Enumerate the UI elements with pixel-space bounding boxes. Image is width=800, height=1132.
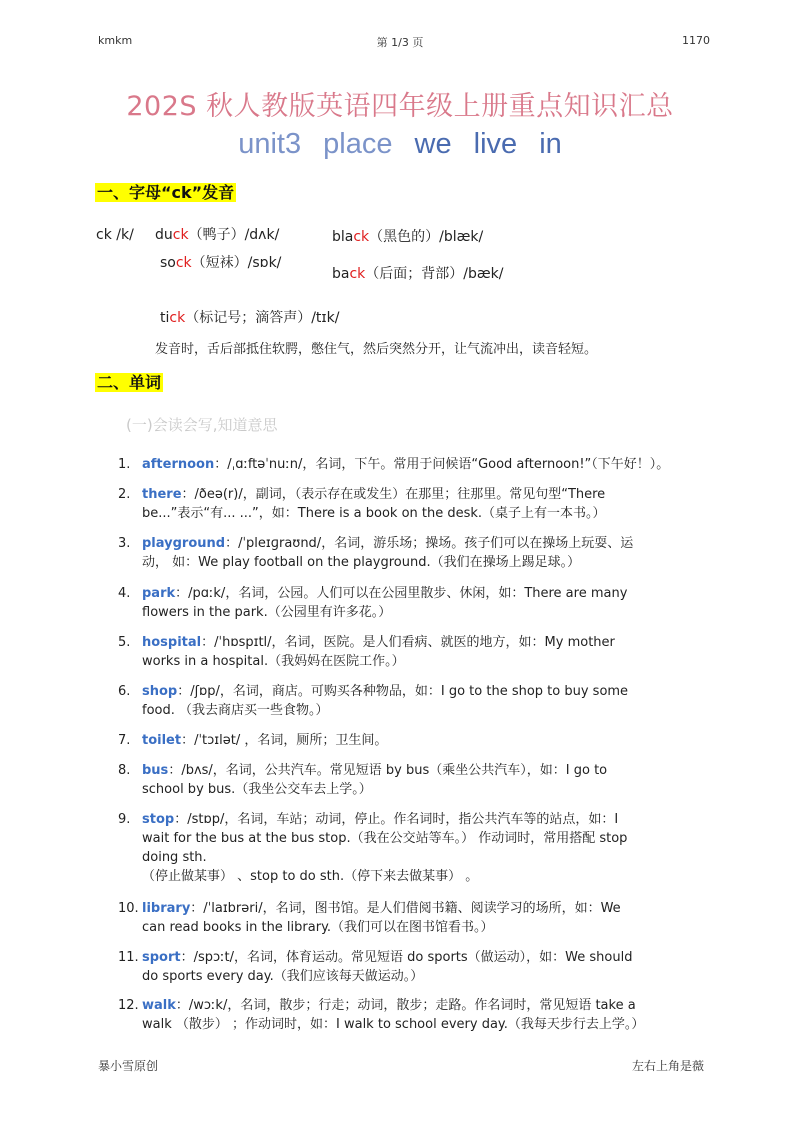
vocab-item-line — [142, 701, 693, 720]
vocab-definition-text: do sports every day.（我们应该每天做运动。） — [142, 969, 424, 984]
vocab-item-line — [142, 652, 693, 671]
vocab-definition-text: ：/bʌs/，名词，公共汽车。常见短语 by bus（乘坐公共汽车），如：I go to — [168, 763, 608, 778]
example-black: black（黑色的）/blæk/ — [332, 229, 484, 245]
vocab-item-line — [142, 603, 693, 622]
vocab-item-line — [142, 829, 693, 848]
vocab-item-number: 7. — [118, 733, 131, 748]
example-back: back（后面；背部）/bæk/ — [332, 266, 504, 282]
vocab-item-line — [142, 553, 693, 572]
unit-title-part1: unit3 place — [238, 128, 393, 160]
vocab-item-number: 11. — [118, 950, 139, 965]
vocab-item — [118, 899, 693, 937]
vocab-word: walk — [142, 998, 176, 1013]
header-right-text: 1170 — [682, 34, 710, 47]
vocab-item — [118, 810, 693, 886]
vocab-definition-text: ：/ˈhɒspɪtl/，名词，医院。是人们看病、就医的地方，如：My mother — [201, 635, 615, 650]
vocab-item-line — [142, 761, 693, 780]
vocab-word: playground — [142, 536, 226, 551]
vocab-item-number: 2. — [118, 487, 131, 502]
vocab-item-line — [142, 534, 693, 553]
vocab-definition-text: walk （散步） ；作动词时，如：I walk to school every day.（我每天步行去上学。） — [142, 1017, 645, 1032]
unit-title — [0, 128, 800, 161]
vocab-definition-text: ：/ðeə(r)/，副词，（表示存在或发生）在那里；往那里。常见句型“There — [181, 487, 606, 502]
section1-heading: 一、字母“ck”发音 — [97, 183, 235, 202]
vocab-definition-text: can read books in the library.（我们可以在图书馆看书。） — [142, 920, 494, 935]
vocab-item — [118, 682, 693, 720]
vocab-word: sport — [142, 950, 181, 965]
vocab-definition-text: ：/ˈtɔɪlət/ ，名词，厕所；卫生间。 — [181, 733, 388, 748]
vocab-item-line — [142, 848, 693, 867]
vocab-item — [118, 534, 693, 572]
vocab-item-line — [142, 584, 693, 603]
vocab-definition-text: ：/ˈlaɪbrəri/，名词，图书馆。是人们借阅书籍、阅读学习的场所，如：We — [190, 901, 621, 916]
vocab-item-line — [142, 899, 693, 918]
vocab-item-number: 10. — [118, 901, 139, 916]
vocab-item-line — [142, 455, 693, 474]
vocab-item-line — [142, 633, 693, 652]
vocab-word: park — [142, 586, 176, 601]
vocab-word: shop — [142, 684, 178, 699]
vocab-item-line — [142, 504, 693, 523]
footer-left-text: 暴小雪原创 — [98, 1059, 159, 1073]
vocab-definition-text: ：/pɑːk/，名词，公园。人们可以在公园里散步、休闲，如：There are many — [175, 586, 628, 601]
vocab-definition-text: works in a hospital.（我妈妈在医院工作。） — [142, 654, 405, 669]
vocab-item-number: 9. — [118, 812, 131, 827]
vocab-item — [118, 633, 693, 671]
vocab-item — [118, 584, 693, 622]
vocab-definition-text: be...”表示“有... ...”，如：There is a book on the desk.（桌子上有一本书。） — [142, 506, 606, 521]
vocab-definition-text: ：/wɔːk/，名词，散步；行走；动词，散步；走路。作名词时，常见短语 take a — [175, 998, 636, 1013]
vocab-item-line — [142, 810, 693, 829]
section2-subheading: (一)会读会写,知道意思 — [126, 416, 278, 434]
example-duck: duck（鸭子）/dʌk/ — [155, 227, 280, 243]
document-title: 202S 秋人教版英语四年级上册重点知识汇总 — [126, 91, 674, 122]
vocab-definition-text: ：/ˌɑːftəˈnuːn/，名词，下午。常用于问候语“Good afternoon!”（下午好！）。 — [214, 457, 670, 472]
vocab-definition-text: ：/spɔːt/，名词，体育运动。常见短语 do sports（做运动），如：We should — [180, 950, 633, 965]
vocab-word: hospital — [142, 635, 202, 650]
vocab-word: library — [142, 901, 191, 916]
vocab-definition-text: flowers in the park.（公园里有许多花。） — [142, 605, 392, 620]
header-left-text: kmkm — [98, 34, 133, 47]
vocab-item-number: 12. — [118, 998, 139, 1013]
vocab-item-number: 8. — [118, 763, 131, 778]
vocab-item-number: 4. — [118, 586, 131, 601]
vocab-definition-text: ：/stɒp/，名词，车站；动词，停止。作名词时，指公共汽车等的站点，如：I — [174, 812, 619, 827]
vocab-item-number: 3. — [118, 536, 131, 551]
vocab-word: toilet — [142, 733, 182, 748]
vocab-definition-text: ：/ʃɒp/，名词，商店。可购买各种物品，如：I go to the shop to buy some — [177, 684, 629, 699]
vocab-definition-text: school by bus.（我坐公交车去上学。） — [142, 782, 372, 797]
vocab-word: afternoon — [142, 457, 215, 472]
vocab-item-line — [142, 867, 693, 886]
vocab-item-line — [142, 996, 693, 1015]
vocab-item — [118, 485, 693, 523]
example-sock: sock（短袜）/sɒk/ — [160, 255, 282, 271]
vocab-item-number: 5. — [118, 635, 131, 650]
vocab-item — [118, 761, 693, 799]
vocab-item-line — [142, 948, 693, 967]
vocab-definition-text: food. （我去商店买一些食物。） — [142, 703, 329, 718]
vocab-item-line — [142, 485, 693, 504]
vocab-definition-text: 动， 如：We play football on the playground.（我们在操场上踢足球。） — [142, 555, 581, 570]
vocab-word: there — [142, 487, 182, 502]
vocab-word: bus — [142, 763, 169, 778]
section2-heading: 二、单词 — [97, 373, 162, 392]
vocab-definition-text: wait for the bus at the bus stop.（我在公交站等车。） 作动词时，常用搭配 stop — [142, 831, 628, 846]
vocab-item — [118, 455, 693, 474]
page-number: 第 1/3 页 — [376, 36, 424, 49]
vocab-definition-text: doing sth. — [142, 850, 207, 865]
vocab-word: stop — [142, 812, 175, 827]
vocab-item-number: 6. — [118, 684, 131, 699]
footer-right-text: 左右上角是薇 — [631, 1059, 704, 1073]
vocab-item-line — [142, 967, 693, 986]
vocab-item-line — [142, 1015, 693, 1034]
example-tick: tick（标记号；滴答声）/tɪk/ — [160, 310, 340, 326]
ck-base-sound: ck /k/ — [96, 227, 134, 243]
vocab-item-line — [142, 918, 693, 937]
pronunciation-note: 发音时，舌后部抵住软腭，憋住气，然后突然分开，让气流冲出，读音轻短。 — [155, 342, 598, 357]
vocab-item — [118, 948, 693, 986]
vocab-item-line — [142, 682, 693, 701]
vocab-item — [118, 731, 693, 750]
vocab-item-line — [142, 780, 693, 799]
vocab-definition-text: （停止做某事） 、stop to do sth.（停下来去做某事） 。 — [142, 869, 479, 884]
vocab-definition-text: ：/ˈpleɪɡraʊnd/，名词，游乐场；操场。孩子们可以在操场上玩耍、运 — [225, 536, 634, 551]
unit-title-part2: we live in — [414, 128, 562, 160]
vocab-item-number: 1. — [118, 457, 131, 472]
vocab-item-line — [142, 731, 693, 750]
vocab-item — [118, 996, 693, 1034]
